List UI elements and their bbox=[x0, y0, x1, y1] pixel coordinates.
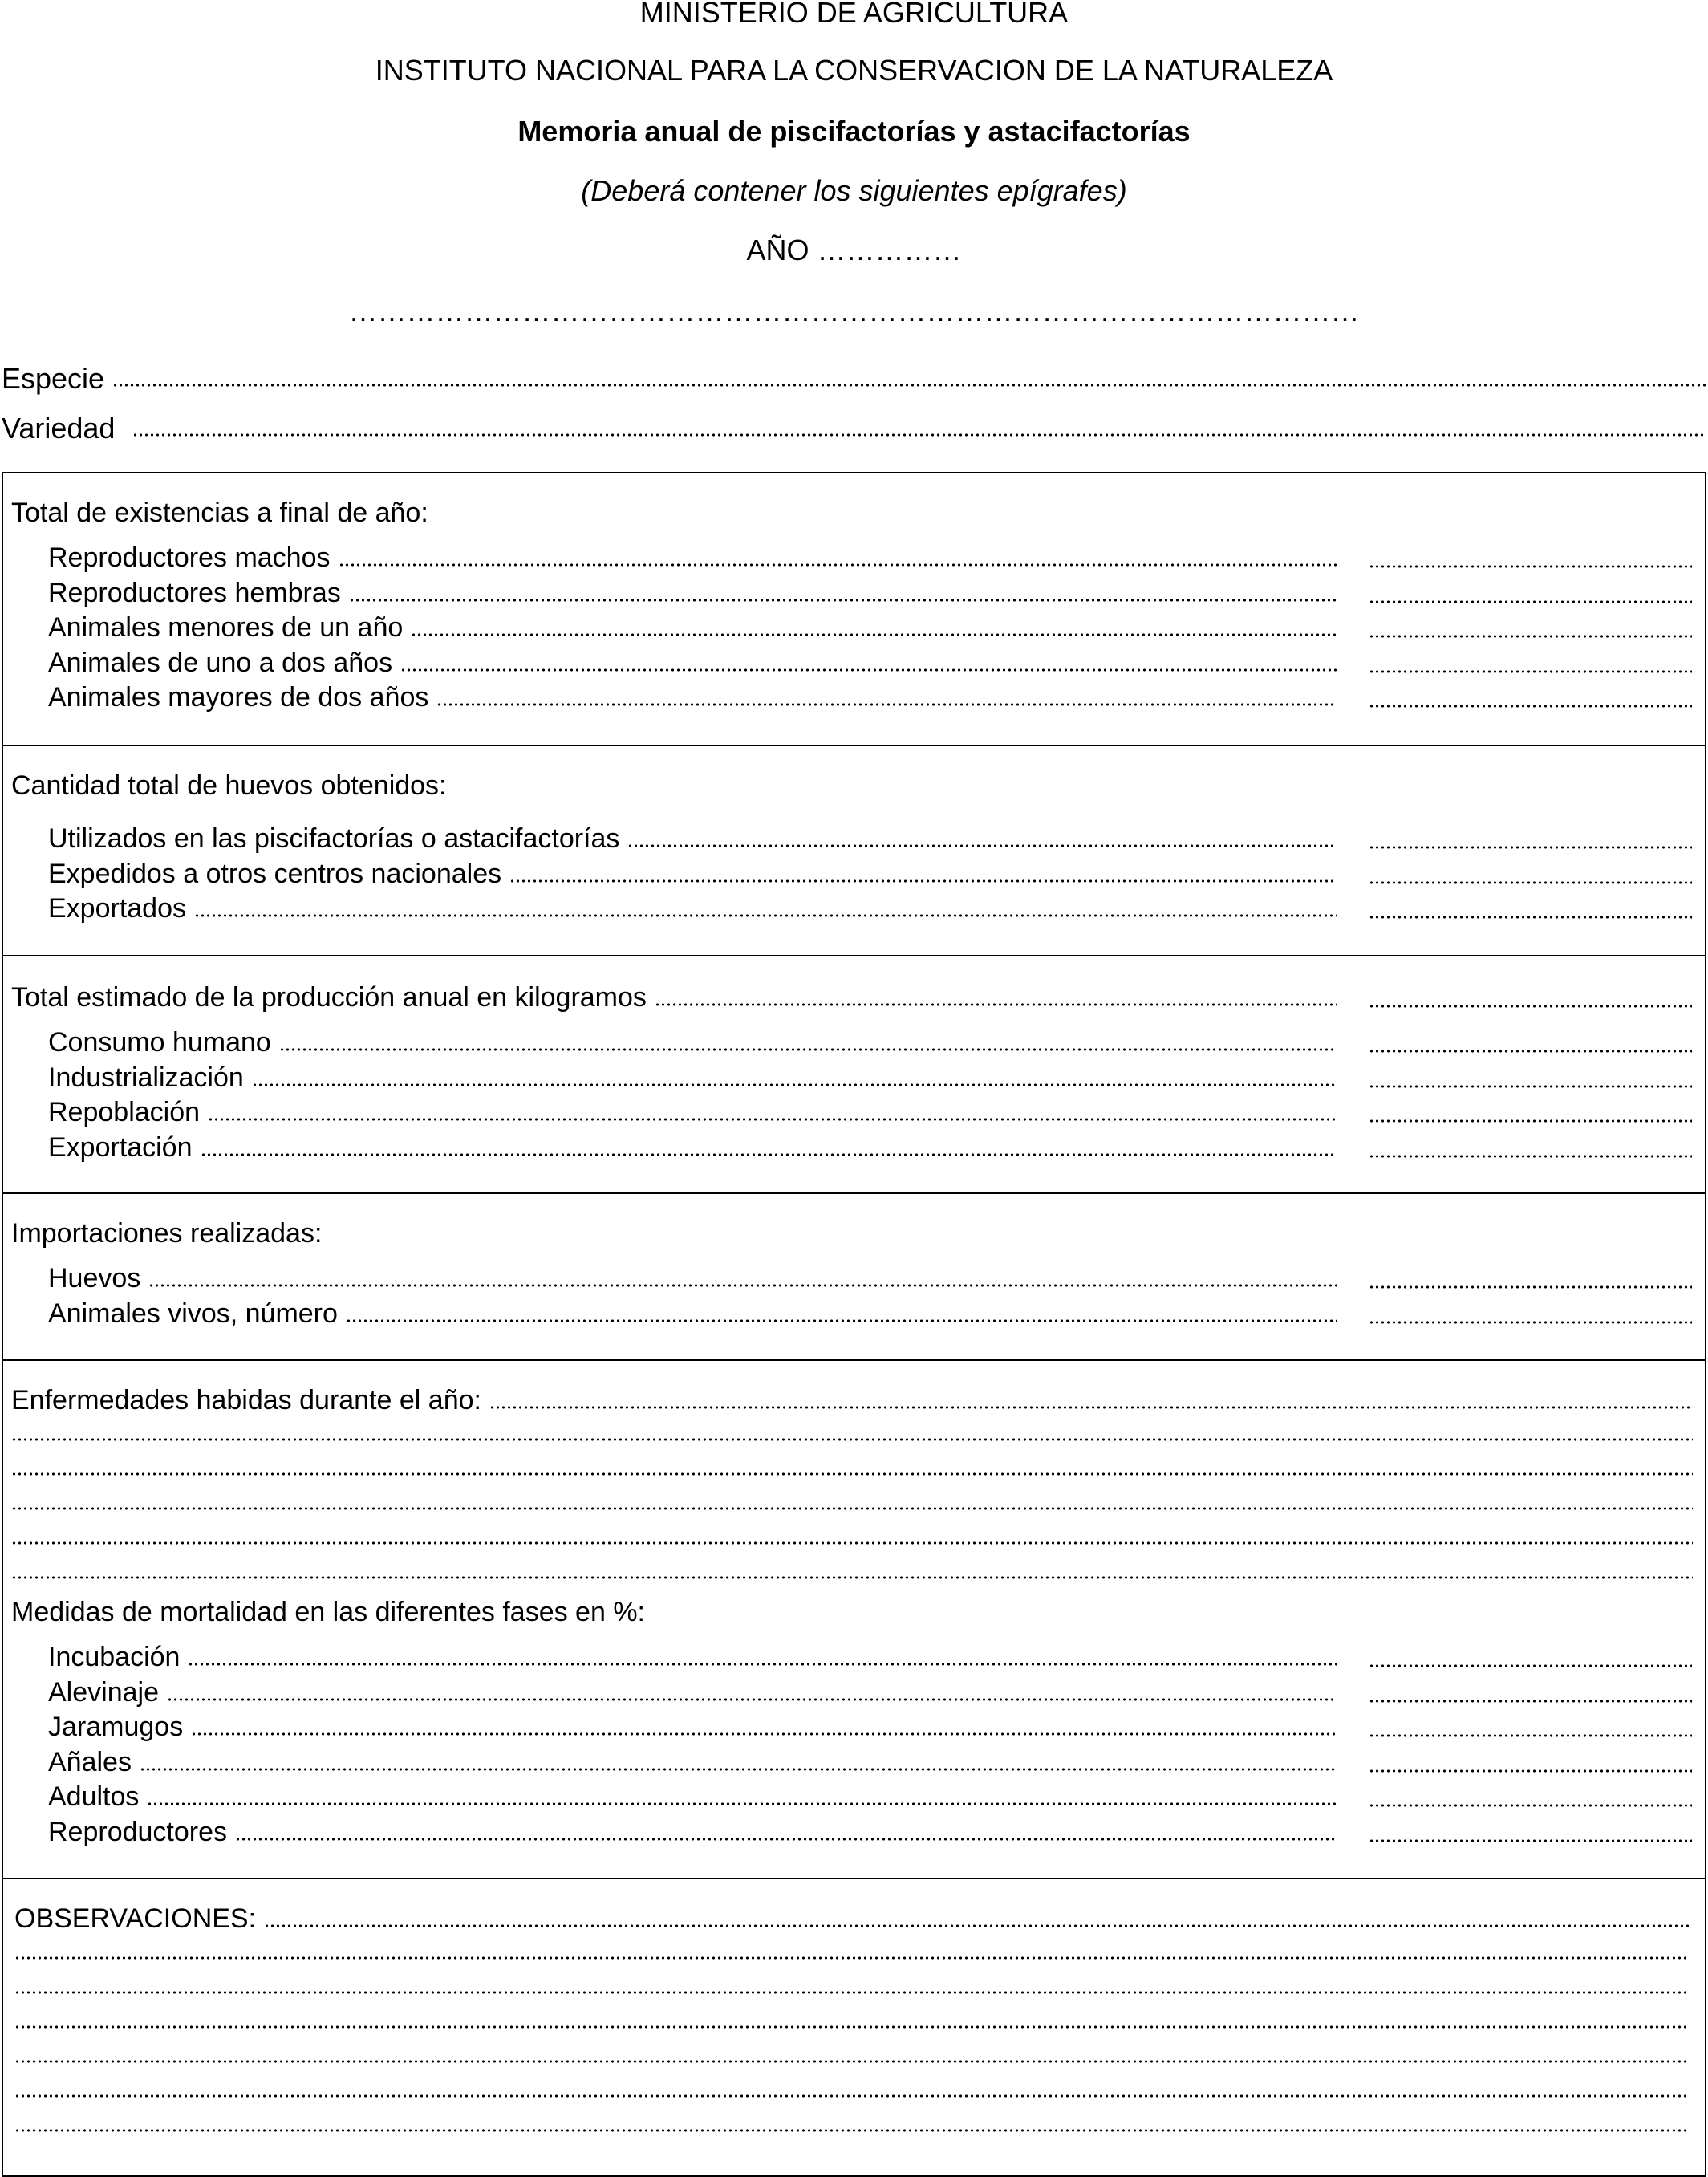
enfermedades-line-4[interactable] bbox=[11, 1540, 1693, 1546]
form-subtitle: (Deberá contener los siguientes epígrafes) bbox=[581, 174, 1127, 207]
produccion-item-dots bbox=[208, 1116, 1337, 1123]
produccion-heading-dots bbox=[655, 1001, 1337, 1008]
mortalidad-item-dots bbox=[191, 1731, 1337, 1737]
huevos-item-label: Expedidos a otros centros nacionales bbox=[48, 858, 502, 889]
produccion-total-value[interactable] bbox=[1369, 1003, 1692, 1009]
produccion-item-label: Exportación bbox=[48, 1131, 193, 1163]
huevos-item-row[interactable] bbox=[48, 822, 1337, 854]
mortalidad-item-value[interactable] bbox=[1369, 1663, 1692, 1669]
especie-field[interactable] bbox=[2, 361, 1706, 395]
produccion-item-value[interactable] bbox=[1369, 1083, 1692, 1090]
importaciones-item-dots bbox=[346, 1318, 1337, 1324]
form-title: Memoria anual de piscifactorías y astacifactorías bbox=[517, 115, 1191, 148]
produccion-item-row[interactable] bbox=[48, 1026, 1337, 1058]
existencias-item-value[interactable] bbox=[1369, 599, 1692, 605]
enfermedades-heading-row[interactable] bbox=[11, 1383, 1693, 1415]
huevos-item-value[interactable] bbox=[1369, 879, 1692, 886]
observaciones-line-1[interactable] bbox=[14, 1955, 1690, 1961]
enfermedades-line-5[interactable] bbox=[11, 1574, 1693, 1581]
produccion-item-label: Industrialización bbox=[48, 1062, 244, 1093]
mortalidad-item-dots bbox=[167, 1696, 1337, 1703]
produccion-heading-row[interactable] bbox=[11, 981, 1337, 1013]
enfermedades-line-0[interactable] bbox=[489, 1404, 1693, 1411]
existencias-item-value[interactable] bbox=[1369, 668, 1692, 675]
enfermedades-line-3[interactable] bbox=[11, 1505, 1693, 1512]
institute-title: INSTITUTO NACIONAL PARA LA CONSERVACION DE LA NATURALEZA bbox=[375, 54, 1333, 87]
year-field[interactable]: AÑO …………… bbox=[746, 234, 962, 266]
mortalidad-item-row[interactable] bbox=[48, 1745, 1337, 1777]
produccion-item-value[interactable] bbox=[1369, 1118, 1692, 1124]
mortalidad-item-dots bbox=[140, 1766, 1337, 1773]
name-blank-line[interactable]: …………………………………………………………………………………………… bbox=[348, 294, 1360, 327]
existencias-item-dots bbox=[339, 562, 1337, 568]
mortalidad-item-row[interactable] bbox=[48, 1640, 1337, 1672]
mortalidad-item-dots bbox=[188, 1661, 1337, 1667]
produccion-item-row[interactable] bbox=[48, 1095, 1337, 1127]
huevos-item-label: Utilizados en las piscifactorías o astacifactorías bbox=[48, 823, 620, 854]
produccion-item-value[interactable] bbox=[1369, 1153, 1692, 1160]
existencias-heading: Total de existencias a final de año: bbox=[11, 498, 428, 528]
huevos-item-value[interactable] bbox=[1369, 914, 1692, 920]
mortalidad-item-row[interactable] bbox=[48, 1675, 1337, 1708]
importaciones-item-dots bbox=[148, 1282, 1337, 1289]
importaciones-heading: Importaciones realizadas: bbox=[11, 1218, 323, 1249]
mortalidad-item-value[interactable] bbox=[1369, 1802, 1692, 1809]
mortalidad-item-row[interactable] bbox=[48, 1815, 1337, 1847]
existencias-item-label: Animales mayores de dos años bbox=[48, 682, 429, 713]
huevos-item-dots bbox=[194, 912, 1337, 919]
existencias-item-dots bbox=[436, 701, 1337, 708]
importaciones-item-label: Animales vivos, número bbox=[48, 1298, 338, 1329]
existencias-item-label: Reproductores hembras bbox=[48, 577, 341, 608]
ministry-title: MINISTERIO DE AGRICULTURA bbox=[639, 0, 1069, 29]
importaciones-item-row[interactable] bbox=[48, 1261, 1337, 1294]
huevos-item-row[interactable] bbox=[48, 892, 1337, 924]
variedad-label: Variedad bbox=[2, 412, 116, 445]
observaciones-heading: OBSERVACIONES: bbox=[14, 1903, 257, 1934]
produccion-item-label: Consumo humano bbox=[48, 1027, 271, 1058]
mortalidad-item-value[interactable] bbox=[1369, 1838, 1692, 1844]
importaciones-item-value[interactable] bbox=[1369, 1284, 1692, 1290]
mortalidad-item-row[interactable] bbox=[48, 1710, 1337, 1742]
existencias-item-label: Animales de uno a dos años bbox=[48, 647, 393, 678]
mortalidad-item-value[interactable] bbox=[1369, 1698, 1692, 1704]
huevos-heading: Cantidad total de huevos obtenidos: bbox=[11, 770, 447, 801]
enfermedades-line-1[interactable] bbox=[11, 1436, 1693, 1443]
huevos-item-dots bbox=[627, 843, 1337, 849]
especie-label: Especie bbox=[2, 362, 105, 395]
mortalidad-item-label: Incubación bbox=[48, 1642, 181, 1672]
mortalidad-item-label: Añales bbox=[48, 1746, 132, 1777]
existencias-item-label: Animales menores de un año bbox=[48, 612, 404, 643]
mortalidad-heading: Medidas de mortalidad en las diferentes fases en %: bbox=[11, 1597, 646, 1627]
existencias-item-row[interactable] bbox=[48, 646, 1337, 678]
existencias-item-value[interactable] bbox=[1369, 633, 1692, 640]
mortalidad-item-label: Jaramugos bbox=[48, 1712, 184, 1742]
produccion-heading: Total estimado de la producción anual en kilogramos bbox=[11, 982, 647, 1013]
huevos-item-value[interactable] bbox=[1369, 844, 1692, 851]
observaciones-line-3[interactable] bbox=[14, 2024, 1690, 2030]
produccion-item-row[interactable] bbox=[48, 1061, 1337, 1093]
produccion-item-dots bbox=[279, 1046, 1337, 1053]
mortalidad-item-value[interactable] bbox=[1369, 1768, 1692, 1774]
produccion-item-label: Repoblación bbox=[48, 1097, 201, 1127]
mortalidad-item-dots bbox=[147, 1801, 1337, 1807]
existencias-item-value[interactable] bbox=[1369, 563, 1692, 570]
especie-input-line[interactable] bbox=[112, 382, 1706, 388]
importaciones-item-label: Huevos bbox=[48, 1263, 141, 1294]
existencias-item-row[interactable] bbox=[48, 611, 1337, 643]
mortalidad-item-value[interactable] bbox=[1369, 1732, 1692, 1739]
produccion-item-dots bbox=[201, 1151, 1337, 1158]
variedad-field[interactable] bbox=[2, 411, 1706, 445]
produccion-item-value[interactable] bbox=[1369, 1048, 1692, 1054]
huevos-item-dots bbox=[509, 878, 1337, 884]
enfermedades-heading: Enfermedades habidas durante el año: bbox=[11, 1385, 481, 1415]
observaciones-line-6[interactable] bbox=[14, 2127, 1690, 2134]
enfermedades-line-2[interactable] bbox=[11, 1471, 1693, 1477]
observaciones-line-4[interactable] bbox=[14, 2058, 1690, 2065]
existencias-item-row[interactable] bbox=[48, 576, 1337, 608]
existencias-item-dots bbox=[349, 597, 1337, 603]
existencias-item-dots bbox=[400, 667, 1337, 673]
produccion-item-dots bbox=[252, 1082, 1337, 1088]
mortalidad-item-label: Reproductores bbox=[48, 1816, 228, 1847]
importaciones-item-value[interactable] bbox=[1369, 1319, 1692, 1326]
mortalidad-item-row[interactable] bbox=[48, 1780, 1337, 1812]
mortalidad-item-dots bbox=[235, 1836, 1337, 1842]
observaciones-line-0[interactable] bbox=[264, 1923, 1690, 1929]
existencias-item-value[interactable] bbox=[1369, 703, 1692, 709]
existencias-item-dots bbox=[411, 632, 1337, 638]
observaciones-line-5[interactable] bbox=[14, 2093, 1690, 2099]
produccion-item-row[interactable] bbox=[48, 1131, 1337, 1163]
huevos-item-row[interactable] bbox=[48, 857, 1337, 889]
mortalidad-item-label: Alevinaje bbox=[48, 1676, 159, 1708]
existencias-item-label: Reproductores machos bbox=[48, 542, 331, 573]
mortalidad-item-label: Adultos bbox=[48, 1781, 140, 1812]
existencias-item-row[interactable] bbox=[48, 680, 1337, 713]
huevos-item-label: Exportados bbox=[48, 893, 186, 924]
variedad-input-line[interactable] bbox=[132, 432, 1706, 438]
observaciones-heading-row[interactable] bbox=[14, 1902, 1690, 1934]
observaciones-line-2[interactable] bbox=[14, 1989, 1690, 1996]
importaciones-item-row[interactable] bbox=[48, 1297, 1337, 1329]
existencias-item-row[interactable] bbox=[48, 541, 1337, 573]
